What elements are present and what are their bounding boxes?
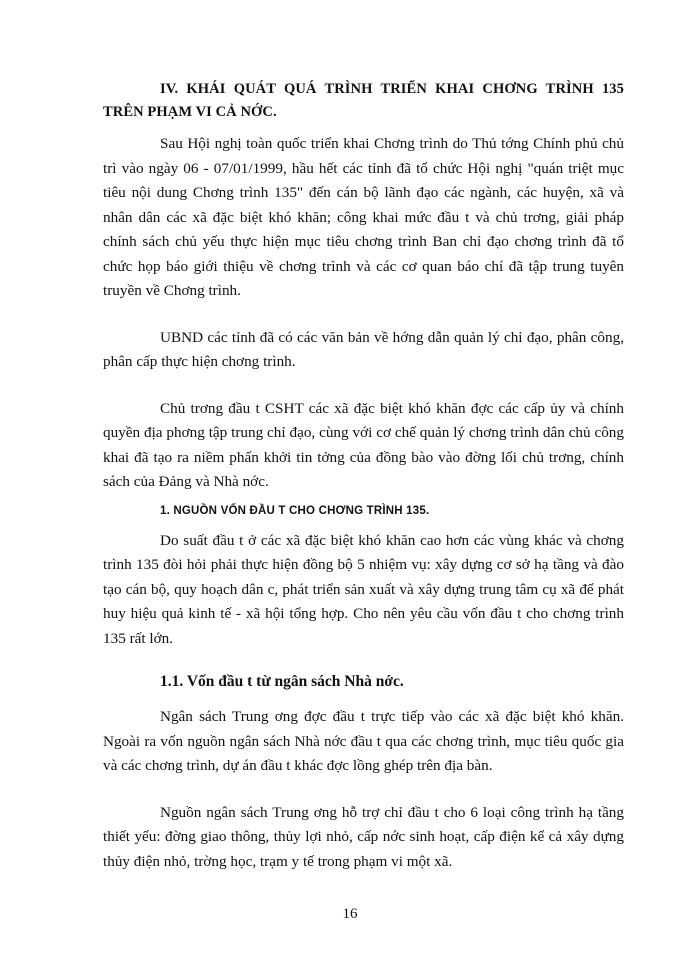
section-heading — [103, 78, 624, 124]
paragraph-capital-sources: Do suất đầu t ở các xã đặc biệt khó khăn cao hơn các vùng khác và chơng trình 135 đòi hỏi phải thực hiện đồng bộ 5 nhiệm vụ: xây dựng cơ sở hạ tầng và đào tạo cán bộ, quy hoạch dân c, phát triển sản xuất và xây dựng trung tâm cụ xã để phát huy hiệu quả kinh tế - xã hội tổng hợp. Cho nên yêu cầu vốn đầu t cho chơng trình 135 rất lớn. — [103, 531, 624, 647]
page-number: 16 — [342, 906, 358, 922]
paragraph-state-budget-1: Ngân sách Trung ơng đợc đầu t trực tiếp vào các xã đặc biệt khó khăn. Ngoài ra vốn nguồn ngân sách Nhà nớc đầu t qua các chơng trình, mục tiêu quốc gia và các chơng trình, dự án đầu t khác đợc lồng ghép trên địa bàn. — [103, 708, 624, 774]
section-heading-text: IV. KHÁI QUÁT QUÁ TRÌNH TRIỂN KHAI CHƠNG TRÌNH 135 TRÊN PHẠM VI CẢ NỚC. — [103, 81, 624, 120]
subheading-capital-sources: 1. NGUỒN VỐN ĐẦU T CHO CHƠNG TRÌNH 135. — [160, 504, 430, 517]
paragraph-intro-1: Sau Hội nghị toàn quốc triển khai Chơng trình do Thủ tớng Chính phủ chủ trì vào ngày 06 - 07/01/1999, hầu hết các tỉnh đã tổ chức Hội nghị "quán triệt mục tiêu nội dung Chơng trình 135" đến cán bộ lãnh đạo các ngành, các huyện, xã và nhân dân các xã đặc biệt khó khăn; công khai mức đầu t và chủ trơng, giải pháp chính sách chủ yếu thực hiện mục tiêu chơng trình Ban chỉ đạo chơng trình đã tổ chức họp báo giới thiệu về chơng trình và các cơ quan báo chí đã tập trung tuyên truyền về Chơng trình. — [103, 135, 624, 299]
subheading-state-budget: 1.1. Vốn đầu t từ ngân sách Nhà nớc. — [160, 673, 404, 690]
paragraph-state-budget-2: Nguồn ngân sách Trung ơng hỗ trợ chỉ đầu t cho 6 loại công trình hạ tầng thiết yếu: đờng giao thông, thủy lợi nhỏ, cấp nớc sinh hoạt, cấp điện kể cả xây dựng thủy điện nhỏ, trờng học, trạm y tế trong phạm vi một xã. — [103, 803, 624, 870]
paragraph-intro-2: UBND các tỉnh đã có các văn bản về hớng dẫn quản lý chỉ đạo, phân công, phân cấp thực hiện chơng trình. — [103, 328, 624, 370]
paragraph-intro-3: Chủ trơng đầu t CSHT các xã đặc biệt khó khăn đợc các cấp ủy và chính quyền địa phơng tập trung chỉ đạo, cùng với cơ chế quản lý chơng trình dân chủ công khai đã tạo ra niềm phấn khởi tin tởng của đồng bào vào đờng lối chủ trơng, chính sách của Đảng và Nhà nớc. — [103, 399, 624, 490]
